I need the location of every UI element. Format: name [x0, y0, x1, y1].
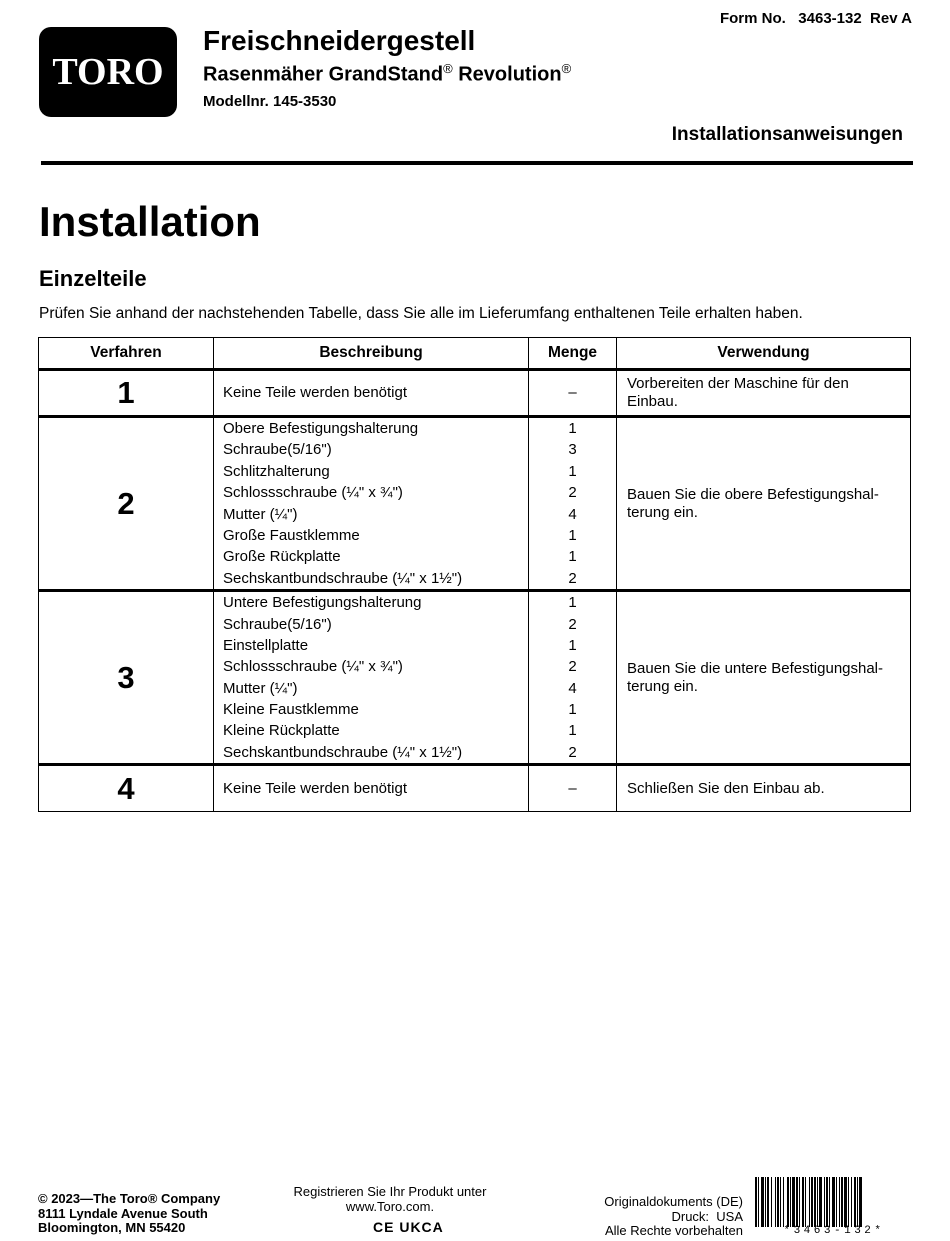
parts-table: [38, 337, 911, 812]
part-quantity: 1: [568, 701, 577, 719]
original-line: Originaldokuments (DE): [604, 1194, 743, 1209]
barcode-bar: [758, 1177, 759, 1227]
barcode-bar: [755, 1177, 757, 1227]
original-document-note: [604, 1195, 743, 1239]
step-number: 1: [39, 370, 214, 417]
barcode-bar: [841, 1177, 843, 1227]
use-cell: [617, 417, 911, 591]
use-text: Schließen Sie den Einbau ab.: [627, 779, 825, 797]
barcode-bar: [824, 1177, 825, 1227]
barcode-bar: [792, 1177, 795, 1227]
part-description: Sechskantbundschraube (¼" x 1½"): [223, 743, 463, 761]
part-description: Schraube(5/16"): [223, 441, 332, 459]
registered-mark-2: ®: [561, 61, 572, 76]
step-number: 3: [39, 591, 214, 765]
registration-note: [290, 1185, 490, 1214]
section-heading: Einzelteile: [39, 266, 147, 291]
use-text: Einbau.: [627, 393, 678, 410]
part-description: Untere Befestigungshalterung: [223, 594, 422, 612]
part-description: Obere Befestigungshalterung: [223, 420, 419, 437]
part-quantity: 1: [568, 722, 577, 740]
use-text: Bauen Sie die untere Befestigungshal-: [627, 659, 884, 677]
barcode-bar: [851, 1177, 852, 1227]
table-header-row: [39, 338, 911, 370]
table-row: [39, 765, 911, 812]
part-description: Schlossschraube (¼" x ¾"): [223, 658, 403, 676]
part-description: Große Rückplatte: [223, 548, 341, 566]
rights-line: Alle Rechte vorbehalten: [604, 1223, 743, 1238]
barcode-bar: [767, 1177, 769, 1227]
description-cell: [214, 370, 529, 417]
part-quantity: –: [568, 384, 577, 402]
part-description: Mutter (¼"): [223, 505, 298, 523]
barcode-bar: [765, 1177, 766, 1227]
barcode-bar: [761, 1177, 764, 1227]
page-heading: Installation: [39, 198, 261, 245]
barcode-bar: [777, 1177, 779, 1227]
part-quantity: 1: [568, 548, 577, 566]
barcode-bar: [775, 1177, 776, 1227]
part-quantity: 2: [568, 615, 577, 633]
barcode-bar: [780, 1177, 781, 1227]
barcode-bar: [805, 1177, 806, 1227]
part-quantity: 1: [568, 462, 577, 480]
part-description: Keine Teile werden benötigt: [223, 384, 408, 402]
barcode-bar: [796, 1177, 798, 1227]
use-text: Bauen Sie die obere Befestigungshal-: [627, 485, 879, 503]
use-text: Vorbereiten der Maschine für den: [627, 375, 849, 392]
model-number: Modellnr. 145-3530: [203, 93, 337, 110]
part-description: Einstellplatte: [223, 636, 309, 654]
quantity-cell: [529, 417, 617, 591]
copyright-block: [38, 1192, 220, 1236]
part-quantity: 4: [568, 679, 577, 697]
use-cell: [617, 370, 911, 417]
part-quantity: 2: [568, 743, 577, 761]
toro-logo: [39, 27, 177, 117]
description-cell: [214, 417, 529, 591]
part-quantity: 4: [568, 505, 577, 523]
part-quantity: 2: [568, 484, 577, 502]
barcode-bar: [811, 1177, 813, 1227]
part-description: Kleine Faustklemme: [223, 701, 359, 719]
document-kind: Installationsanweisungen: [671, 124, 903, 145]
part-description: Mutter (¼"): [223, 679, 298, 697]
barcode-bar: [771, 1177, 772, 1227]
table-row: [39, 370, 911, 417]
barcode-bar: [832, 1177, 835, 1227]
column-header-use: Verwendung: [617, 338, 911, 370]
document-title: Freischneidergestell: [203, 25, 476, 56]
barcode-bar: [819, 1177, 822, 1227]
print-line: Druck: USA: [671, 1208, 743, 1224]
barcode-bar: [809, 1177, 810, 1227]
part-quantity: –: [568, 780, 577, 798]
column-header-step: Verfahren: [39, 338, 214, 370]
table-row: [39, 591, 911, 765]
barcode-bar: [799, 1177, 800, 1227]
barcode-bar: [817, 1177, 818, 1227]
description-cell: [214, 591, 529, 765]
quantity-cell: [529, 591, 617, 765]
intro-text: Prüfen Sie anhand der nachstehenden Tabelle, dass Sie alle im Lieferumfang enthaltenen Teile erhalten haben.: [39, 305, 803, 322]
barcode-bar: [790, 1177, 791, 1227]
barcode-bar: [826, 1177, 828, 1227]
table-body: [39, 370, 911, 812]
barcode-bar: [836, 1177, 837, 1227]
part-quantity: 2: [568, 658, 577, 676]
step-number: 2: [39, 417, 214, 591]
quantity-cell: [529, 765, 617, 812]
logo-text: TORO: [52, 51, 164, 93]
barcode-bar: [829, 1177, 830, 1227]
step-number: 4: [39, 765, 214, 812]
use-text: terung ein.: [627, 677, 698, 695]
part-quantity: 1: [568, 636, 577, 654]
part-description: Schraube(5/16"): [223, 615, 332, 633]
address-line: 8111 Lyndale Avenue South: [38, 1205, 208, 1221]
part-quantity: 1: [568, 420, 577, 437]
barcode-bar: [783, 1177, 784, 1227]
registration-line: Registrieren Sie Ihr Produkt unter: [293, 1184, 487, 1199]
registration-url: www.Toro.com.: [345, 1198, 435, 1214]
part-description: Keine Teile werden benötigt: [223, 780, 408, 798]
part-description: Große Faustklemme: [223, 526, 360, 544]
barcode-bar: [844, 1177, 847, 1227]
part-description: Sechskantbundschraube (¼" x 1½"): [223, 569, 463, 587]
table-row: [39, 417, 911, 591]
column-header-quantity: Menge: [529, 338, 617, 370]
form-number: Form No. 3463-132 Rev A: [719, 10, 912, 27]
city-line: Bloomington, MN 55420: [38, 1220, 186, 1235]
use-text: terung ein.: [627, 503, 698, 521]
certification-marks: CE UKCA: [373, 1219, 444, 1235]
subtitle-suffix: Revolution: [458, 63, 562, 86]
barcode-bar: [802, 1177, 804, 1227]
barcode-bar: [854, 1177, 856, 1227]
part-description: Schlitzhalterung: [223, 462, 330, 480]
use-cell: [617, 591, 911, 765]
barcode-bar: [857, 1177, 858, 1227]
part-quantity: 3: [568, 441, 577, 459]
copyright-line: © 2023—The Toro® Company: [38, 1191, 221, 1206]
description-cell: [214, 765, 529, 812]
part-quantity: 1: [568, 526, 577, 544]
document-subtitle: [203, 61, 571, 87]
column-header-description: Beschreibung: [214, 338, 529, 370]
quantity-cell: [529, 370, 617, 417]
barcode-bar: [859, 1177, 862, 1227]
part-quantity: 1: [568, 594, 577, 612]
barcode-text: *3463-132*: [783, 1225, 885, 1237]
part-description: Kleine Rückplatte: [223, 722, 340, 740]
barcode-bar: [814, 1177, 816, 1227]
use-cell: [617, 765, 911, 812]
part-quantity: 2: [568, 569, 577, 587]
barcode-bar: [839, 1177, 840, 1227]
barcode-bar: [848, 1177, 849, 1227]
barcode: [755, 1177, 913, 1227]
registered-mark: ®: [443, 61, 453, 76]
part-description: Schlossschraube (¼" x ¾"): [223, 484, 403, 502]
header-divider: [41, 161, 913, 165]
barcode-bar: [787, 1177, 789, 1227]
subtitle-text: Rasenmäher GrandStand: [203, 63, 444, 86]
